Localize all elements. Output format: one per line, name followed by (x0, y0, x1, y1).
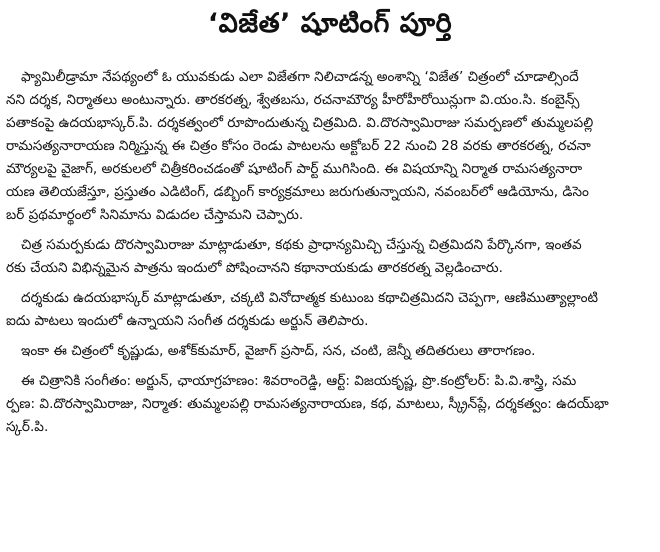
text-line: ఫ్యామిలీడ్రామా నేపథ్యంలో ఓ యువకుడు ఎలా విజేతగా నిలిచాడన్న అంశాన్ని ‘విజేత’ చిత్రంలో చూడాల్సిందే (21, 69, 579, 85)
paragraph-5 (6, 370, 654, 439)
text-line: రామసత్యనారాయణ నిర్మిస్తున్న ఈ చిత్రం కోసం రెండు పాటలను అక్టోబర్ 22 నుంచి 28 వరకు తారకరత్న, రచనా (6, 138, 591, 154)
paragraph-1 (6, 66, 654, 227)
paragraph-4 (6, 340, 654, 363)
text-line: రకు చేయని విభిన్నమైన పాత్రను ఇందులో పోషించానని కథానాయకుడు తారకరత్న వెల్లడించారు. (6, 260, 503, 276)
text-line: స్కర్.పి. (6, 419, 49, 435)
paragraph-2 (6, 234, 654, 280)
text-line: యణ తెలియజేస్తూ, ప్రస్తుతం ఎడిటింగ్, డబ్బింగ్ కార్యక్రమాలు జరుగుతున్నాయని, నవంబర్‌లో ఆడియోను, డిసెం (6, 184, 589, 200)
text-line: చిత్ర సమర్పకుడు దొరస్వామిరాజు మాట్లాడుతూ, కథకు ప్రాధాన్యమిచ్చి చేస్తున్న చిత్రమిదని పేర్కొనగా, ఇంతవ (21, 237, 582, 253)
text-line: ఇంకా ఈ చిత్రంలో కృష్ణుడు, అశోక్‌కుమార్, వైజాగ్ ప్రసాద్, సన, చంటి, జెన్నీ తదితరులు తారాగణం. (21, 343, 536, 359)
paragraph-3 (6, 287, 654, 333)
text-line: పతాకంపై ఉదయభాస్కర్.పి. దర్శకత్వంలో రూపొందుతున్న చిత్రమిది. వి.దొరస్వామిరాజు సమర్పణలో తుమ్మలపల్లి (6, 115, 594, 131)
text-line: బర్ ప్రథమార్థంలో సినిమాను విడుదల చేస్తామని చెప్పారు. (6, 207, 304, 223)
text-line: నని దర్శక, నిర్మాతలు అంటున్నారు. తారకరత్న, శ్వేతబసు, రచనామౌర్య హీరోహీరోయిన్లుగా వి.యం.సి. కంబైన్స్ (6, 92, 580, 108)
text-line: ఐదు పాటలు ఇందులో ఉన్నాయని సంగీత దర్శకుడు అర్జున్ తెలిపారు. (6, 313, 369, 329)
text-line: మౌర్యలపై వైజాగ్, అరకులలో చిత్రీకరించడంతో షూటింగ్ పార్ట్ ముగిసింది. ఈ విషయాన్ని నిర్మాత రామసత్యనారా (6, 161, 583, 177)
text-line: ఈ చిత్రానికి సంగీతం: అర్జున్, ఛాయాగ్రహణం: శివరాంరెడ్డి, ఆర్ట్: విజయకృష్ణ, ప్రొ.కంట్రోలర్: పి.వి.శాస్త్రి, సమ (21, 373, 577, 389)
text-line: ర్పణ: వి.దొరస్వామిరాజు, నిర్మాత: తుమ్మలపల్లి రామసత్యనారాయణ, కథ, మాటలు, స్క్రీన్‌ప్లే, దర్శకత్వం: ఉదయ్‌భా (6, 396, 609, 412)
article-body (6, 66, 654, 439)
article-title: ‘విజేత’ షూటింగ్ పూర్తి (207, 8, 453, 39)
text-line: దర్శకుడు ఉదయభాస్కర్ మాట్లాడుతూ, చక్కటి వినోదాత్మక కుటుంబ కథాచిత్రమిదని చెప్పగా, ఆణిముత్యాల్లాంటి (21, 290, 598, 306)
